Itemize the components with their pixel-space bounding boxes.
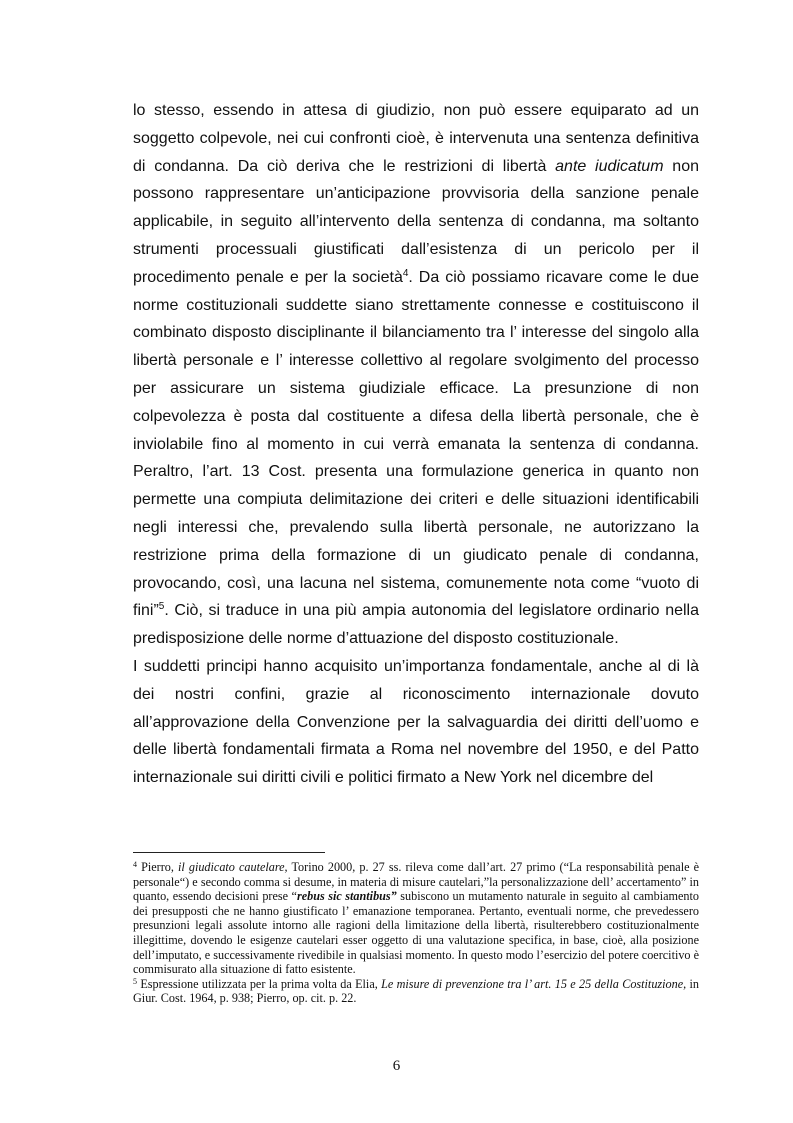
footnote-ref-4[interactable]: 4	[402, 267, 409, 279]
text-run: subiscono un mutamento naturale in seguito al cambiamento dei presupposti che ne hanno giustificato l’ emanazione temporanea. Pertanto, eventuali norme, che prevedessero presunzioni legali assolute intorno alle ragioni della limitazione della libertà, risulterebbero costituzionalmente illegittime, dovendo le esigenze cautelari esser oggetto di una valutazione specifica, in base, cioè, alla posizione dell’imputato, e successivamente rivedibile in qualsiasi momento. In questo modo l’esercizio del potere coercitivo è commisurato alla situazione di fatto esistente.	[133, 889, 699, 977]
text-run: in Giur. Cost. 1964, p. 938; Pierro, op. cit. p. 22.	[133, 976, 700, 1006]
text-run: Espressione utilizzata per la prima volta da Elia,	[137, 976, 382, 991]
bold-italic-text: rebus sic stantibus”	[296, 889, 397, 904]
footnotes	[133, 860, 699, 1006]
text-run: lo stesso, essendo in attesa di giudizio, non può essere equiparato ad un soggetto colpevole, nei cui confronti cioè, è intervenuta una sentenza definitiva di condanna. Da ciò deriva che le restrizioni di libertà	[133, 102, 699, 175]
footnote-number: 5	[133, 976, 137, 986]
text-run: . Da ciò possiamo ricavare come le due norme costituzionali suddette siano strettamente connesse e costituiscono il combinato disposto disciplinante il bilanciamento tra l’ interesse del singolo alla libertà personale e l’ interesse collettivo al regolare svolgimento del processo per assicurare un sistema giudiziale efficace. La presunzione di non colpevolezza è posta dal costituente a difesa della libertà personale, che è inviolabile fino al momento in cui verrà emanata la sentenza di condanna. Peraltro, l’art. 13 Cost. presenta una formulazione generica in quanto non permette una compiuta delimitazione dei criteri e delle situazioni identificabili negli interessi che, prevalendo sulla libertà personale, ne autorizzano la restrizione prima della formazione di un giudicato penale di condanna, provocando, così, una lacuna nel sistema, comunemente nota come “vuoto di fini”	[133, 268, 700, 620]
footnote-ref-5[interactable]: 5	[158, 601, 165, 613]
footnote-number: 4	[133, 860, 137, 869]
text-run: non possono rappresentare un’anticipazione provvisoria della sanzione penale applicabile, in seguito all’intervento della sentenza di condanna, ma soltanto strumenti processuali giustificati dall’esistenza di un pericolo per il procedimento penale e per la società	[133, 157, 699, 286]
paragraph-1	[133, 97, 699, 653]
footnote-5	[133, 977, 699, 1006]
text-run: . Ciò, si traduce in una più ampia autonomia del legislatore ordinario nella predisposizione delle norme d’attuazione del disposto costituzionale.	[133, 602, 699, 648]
page-number: 6	[392, 1058, 401, 1074]
text-run: Pierro,	[137, 860, 178, 874]
footnote-separator	[133, 852, 325, 853]
italic-text: Le misure di prevenzione tra l’ art. 15 e 25 della Costituzione,	[381, 976, 687, 991]
text-run: Torino 2000, p. 27 ss. rileva come dall’art. 27 primo (“La responsabilità penale è personale“) e secondo comma si desume, in materia di misure cautelari,”la personalizzazione dell’ accertamento” in quanto, essendo decisioni prese “	[133, 860, 699, 904]
body-text	[133, 97, 699, 792]
italic-text: il giudicato cautelare,	[178, 860, 288, 874]
italic-text: ante iudicatum	[555, 157, 664, 175]
paragraph-2: I suddetti principi hanno acquisito un’importanza fondamentale, anche al di là dei nostri confini, grazie al riconoscimento internazionale dovuto all’approvazione della Convenzione per la salvaguardia dei diritti dell’uomo e delle libertà fondamentali firmata a Roma nel novembre del 1950, e del Patto internazionale sui diritti civili e politici firmato a New York nel dicembre del	[133, 657, 699, 787]
footnote-4	[133, 860, 699, 977]
